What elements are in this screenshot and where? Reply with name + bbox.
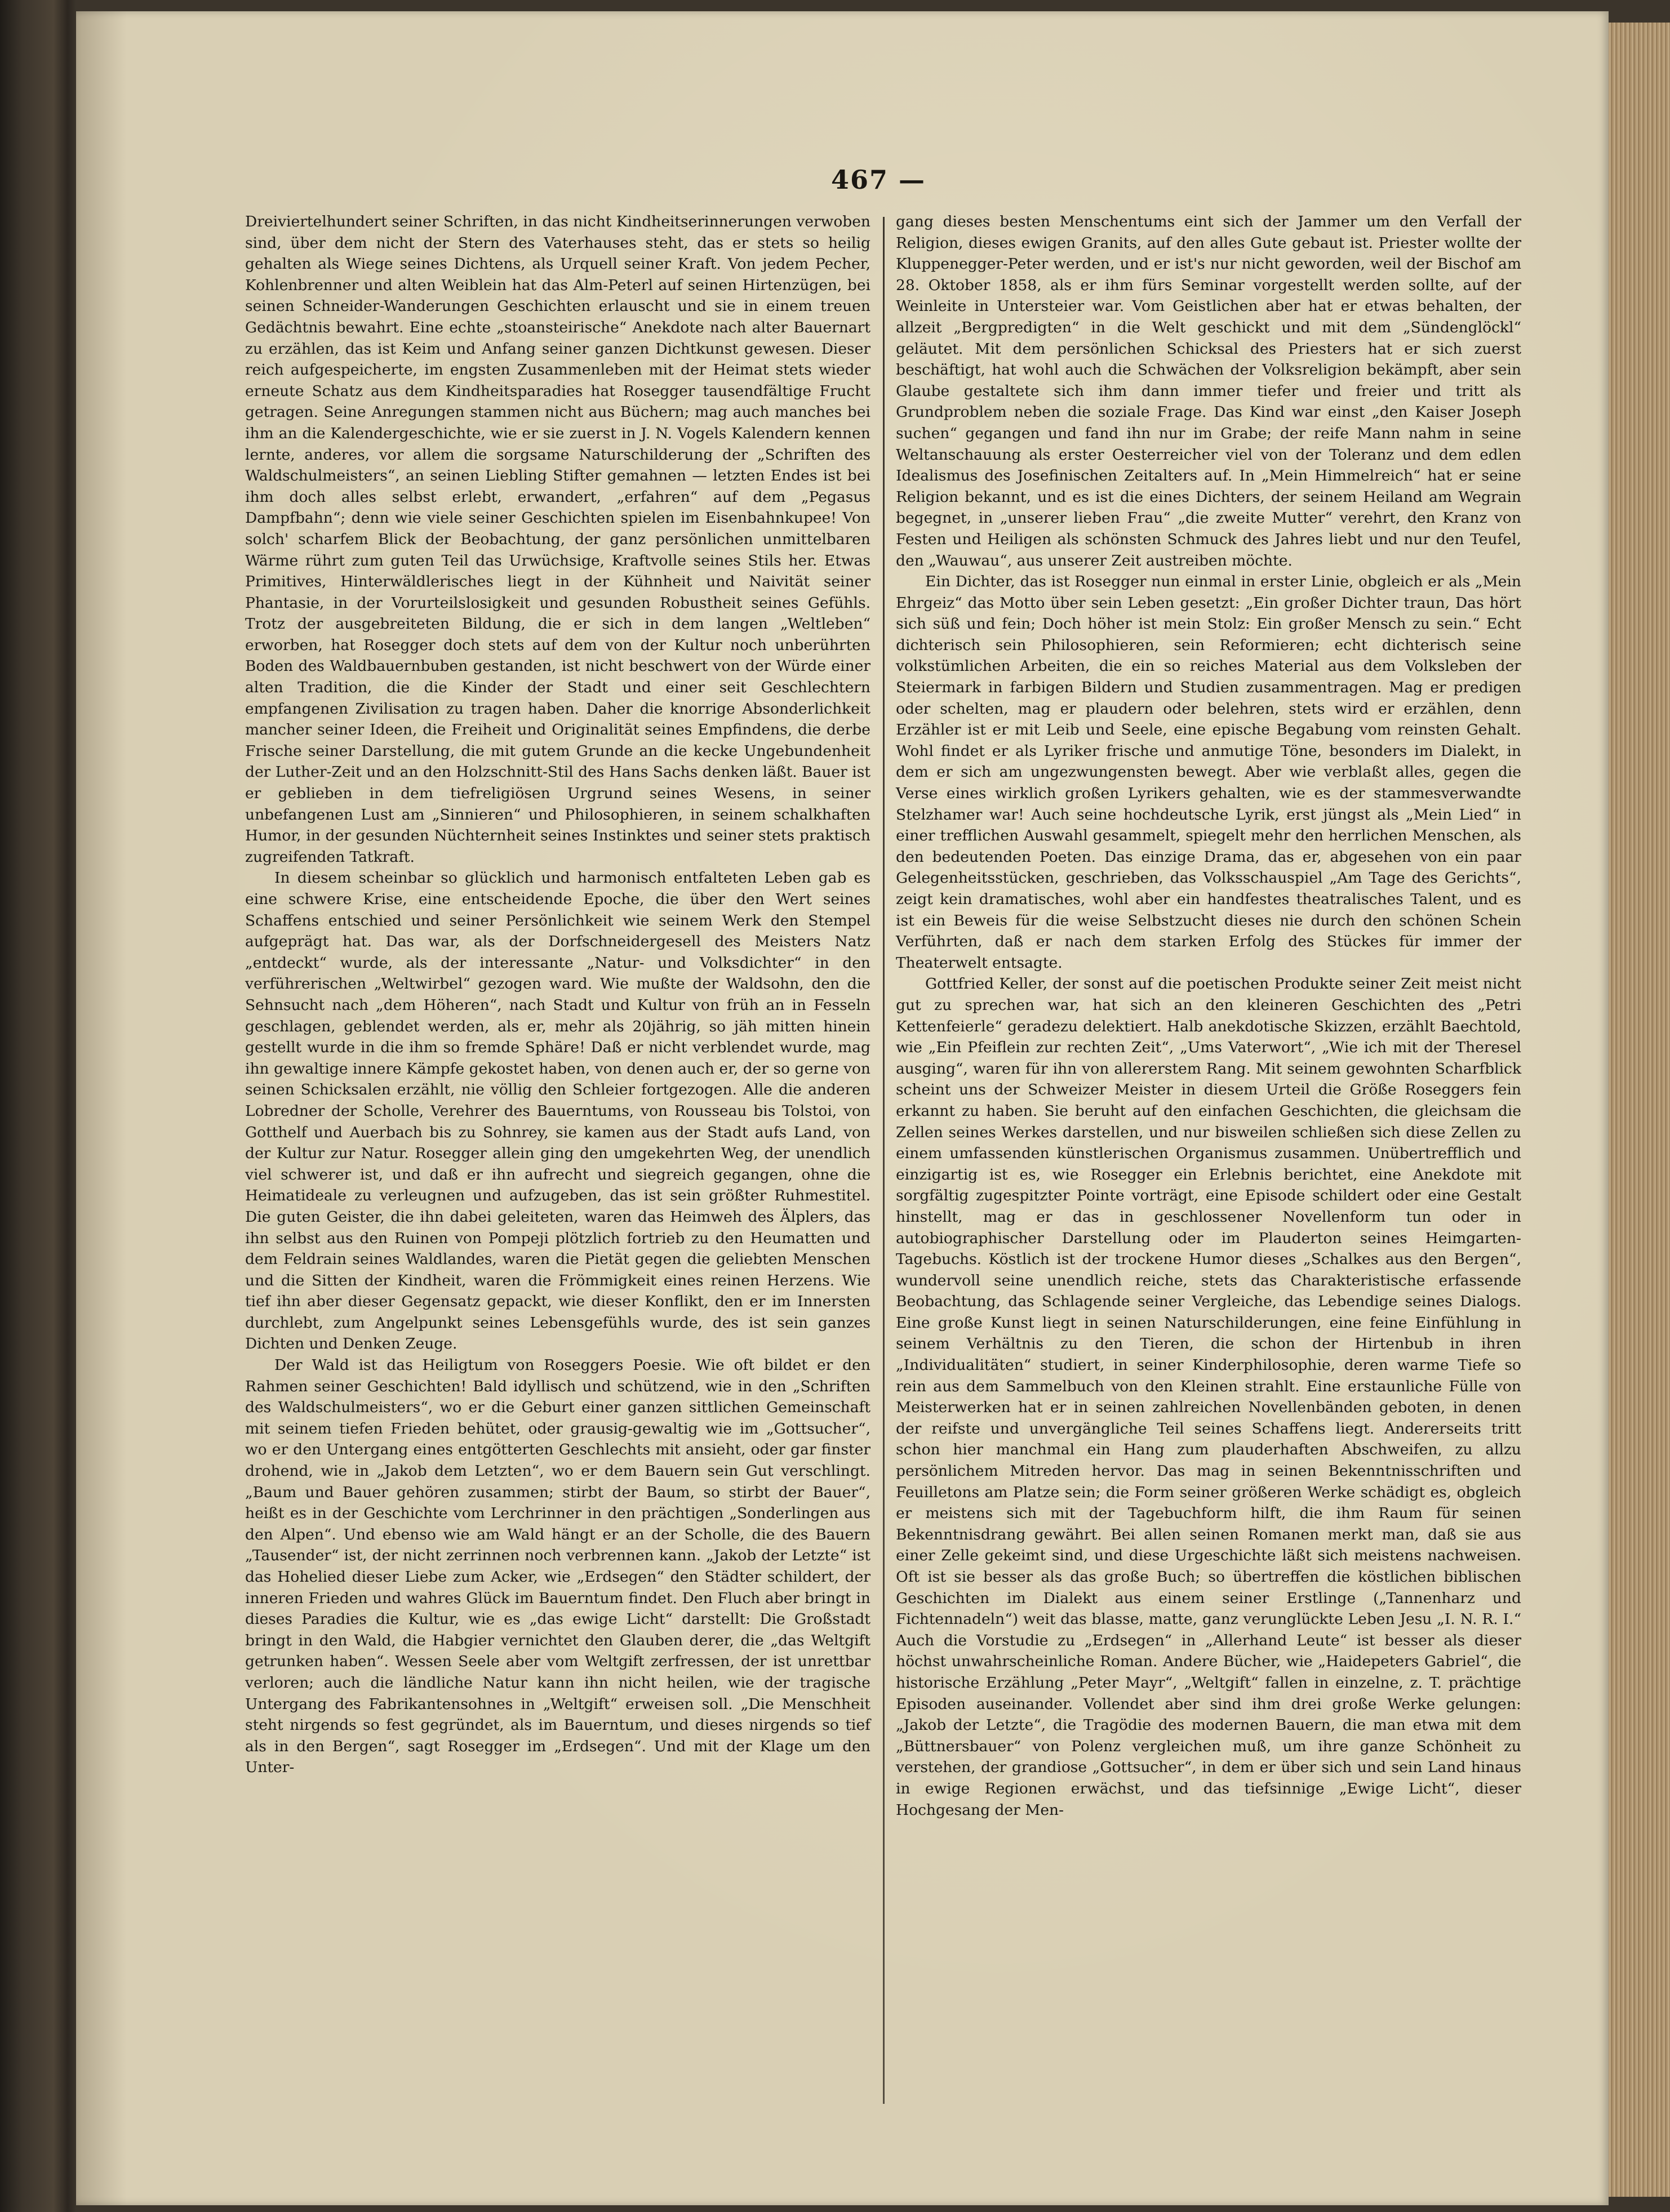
left-column (245, 211, 870, 1778)
page (76, 11, 1609, 2205)
left-paragraph-1: Dreiviertelhundert seiner Schriften, in das nicht Kindheitserinnerungen verwoben sind, über dem nicht der Stern des Vaterhauses steht, das er stets so heilig gehalten als Wiege seines Dichtens, als Urquell seiner Kraft. Von jedem Pecher, Kohlenbrenner und alten Weiblein hat das Alm-Peterl auf seinen Hirtenzügen, bei seinen Schneider-Wanderungen Geschichten erlauscht und sie in einem treuen Gedächtnis bewahrt. Eine echte „stoansteirische“ Anekdote nach alter Bauernart zu erzählen, das ist Keim und Anfang seiner ganzen Dichtkunst gewesen. Dieser reich aufgespeicherte, im engsten Zusammenleben mit der Heimat stets wieder erneute Schatz aus dem Kindheitsparadies hat Rosegger tausendfältige Frucht getragen. Seine Anregungen stammen nicht aus Büchern; mag auch manches bei ihm an die Kalendergeschichte, wie er sie zuerst in J. N. Vogels Kalendern kennen lernte, anderes, vor allem die sorgsame Naturschilderung der „Schriften des Waldschulmeisters“, an seinen Liebling Stifter gemahnen — letzten Endes ist bei ihm doch alles selbst erlebt, erwandert, „erfahren“ auf dem „Pegasus Dampfbahn“; denn wie viele seiner Geschichten spielen im Eisenbahnkupee! Von solch' scharfem Blick der Beobachtung, der ganz persönlichen unmittelbaren Wärme rührt zum guten Teil das Urwüchsige, Kraftvolle seines Stils her. Etwas Primitives, Hinterwäldlerisches liegt in der Kühnheit und Naivität seiner Phantasie, in der Vorurteilslosigkeit und gesunden Robustheit seines Gefühls. Trotz der ausgebreiteten Bildung, die er sich in dem langen „Weltleben“ erworben, hat Rosegger doch stets auf dem von der Kultur noch unberührten Boden des Waldbauernbuben gestanden, ist nicht beschwert von der Würde einer alten Tradition, die die Kinder der Stadt und einer seit Geschlechtern empfangenen Zivilisation zu tragen haben. Daher die knorrige Absonderlichkeit mancher seiner Ideen, die Freiheit und Originalität seines Empfindens, die derbe Frische seiner Darstellung, die mit gutem Grunde an die kecke Ungebundenheit der Luther-Zeit und an den Holzschnitt-Stil des Hans Sachs denken läßt. Bauer ist er geblieben in dem tiefreligiösen Urgrund seines Wesens, in seiner unbefangenen Lust am „Sinnieren“ und Philosophieren, in seinem schalkhaften Humor, in der gesunden Nüchternheit seines Instinktes und seiner stets praktisch zugreifenden Tatkraft. (245, 213, 870, 866)
right-paragraph-1: gang dieses besten Menschentums eint sich der Jammer um den Verfall der Religion, dieses ewigen Granits, auf den alles Gute gebaut ist. Priester wollte der Kluppenegger-Peter werden, und er ist's nur nicht geworden, weil der Bischof am 28. Oktober 1858, als er ihm fürs Seminar vorgestellt werden sollte, auf der Weinleite in Unterstеier war. Vom Geistlichen aber hat er etwas behalten, der allzeit „Bergpredigten“ in die Welt geschickt und mit dem „Sündenglöckl“ geläutet. Mit dem persönlichen Schicksal des Priesters hat er sich zuerst beschäftigt, hat wohl auch die Schwächen der Volksreligion bekämpft, aber sein Glaube gestaltete sich ihm dann immer tiefer und freier und tritt als Grundproblem neben die soziale Frage. Das Kind war einst „den Kaiser Joseph suchen“ gegangen und fand ihn nur im Grabe; der reife Mann nahm in seine Weltanschauung als erster Oesterreicher viel von der Toleranz und dem edlen Idealismus des Josefinischen Zeitalters auf. In „Mein Himmelreich“ hat er seine Religion bekannt, und es ist die eines Dichters, der seinem Heiland am Wegrain begegnet, in „unserer lieben Frau“ „die zweite Mutter“ verehrt, den Kranz von Festen und Heiligen als schönsten Schmuck des Jahres liebt und nur den Teufel, den „Wauwau“, aus unserer Zeit austreiben möchte. (896, 213, 1521, 569)
right-paragraph-3: Gottfried Keller, der sonst auf die poetischen Produkte seiner Zeit meist nicht gut zu sprechen war, hat sich an den kleineren Geschichten des „Petri Kettenfeierle“ geradezu delektiert. Halb anekdotische Skizzen, erzählt Baechtold, wie „Ein Pfeiflein zur rechten Zeit“, „Ums Vaterwort“, „Wie ich mit der Theresel ausging“, waren für ihn von allererstem Rang. Mit seinem gewohnten Scharfblick scheint uns der Schweizer Meister in diesem Urteil die Größe Roseggers fein erkannt zu haben. Sie beruht auf den einfachen Geschichten, die gleichsam die Zellen seines Werkes darstellen, und nur bisweilen schließen sich diese Zellen zu einem umfassenden künstlerischen Organismus zusammen. Unübertrefflich und einzigartig ist es, wie Rosegger ein Erlebnis berichtet, eine Anekdote mit sorgfältig zugespitzter Pointe vorträgt, eine Episode schildert oder eine Gestalt hinstellt, mag er das in geschlossener Novellenform tun oder in autobiographischer Darstellung oder im Plauderton seines Heimgarten-Tagebuchs. Köstlich ist der trockene Humor dieses „Schalkes aus den Bergen“, wundervoll seine unendlich reiche, stets das Charakteristische erfassende Beobachtung, das Schlagende seiner Vergleiche, das Lebendige seines Dialogs. Eine große Kunst liegt in seinen Naturschilderungen, eine feine Einfühlung in seinem Verhältnis zu den Tieren, die schon der Hirtenbub in ihren „Individualitäten“ studiert, in seiner Kinderphilosophie, deren warme Tiefe so rein aus dem Sammelbuch von den Kleinen strahlt. Eine erstaunliche Fülle von Meisterwerken hat er in seinen zahlreichen Novellenbänden geboten, in denen der reifste und unvergängliche Teil seines Schaffens liegt. Andererseits tritt schon hier manchmal ein Hang zum plauderhaften Abschweifen, zu allzu persönlichem Mitreden hervor. Das mag in seinen Bekenntnisschriften und Feuilletons am Platze sein; die Form seiner größeren Werke schädigt es, obgleich er meistens sich mit der Tagebuchform hilft, die ihm Raum für seinen Bekenntnisdrang gewährt. Bei allen seinen Romanen merkt man, daß sie aus einer Zelle gekeimt sind, und diese Urgeschichte läßt sich meistens nachweisen. Oft ist sie besser als das große Buch; so übertreffen die köstlichen biblischen Geschichten im Dialekt aus einem seiner Erstlinge („Tannenharz und Fichtennadeln“) weit das blasse, matte, ganz verunglückte Leben Jesu „I. N. R. I.“ Auch die Vorstudie zu „Erdsegen“ in „Allerhand Leute“ ist besser als dieser höchst unwahrscheinliche Roman. Andere Bücher, wie „Haidepeters Gabriel“, die historische Erzählung „Peter Mayr“, „Weltgift“ fallen in einzelne, z. T. prächtige Episoden auseinander. Vollendet aber sind ihm drei große Werke gelungen: „Jakob der Letzte“, die Tragödie des modernen Bauern, die man etwa mit dem „Büttnersbauer“ von Polenz vergleichen muß, um ihre ganze Schönheit zu verstehen, der grandiose „Gottsucher“, in dem er über sich und sein Land hinaus in ewige Regionen erwächst, und das tiefsinnige „Ewige Licht“, dieser Hochgesang der Men- (896, 975, 1521, 1819)
left-paragraph-3: Der Wald ist das Heiligtum von Roseggers Poesie. Wie oft bildet er den Rahmen seiner Geschichten! Bald idyllisch und schützend, wie in den „Schriften des Waldschulmeisters“, wo er die Geburt einer ganzen sittlichen Gemeinschaft mit seinem tiefen Frieden behütet, oder grausig-gewaltig wie im „Gottsucher“, wo er den Untergang eines entgötterten Geschlechts mit ansieht, oder gar finster drohend, wie in „Jakob dem Letzten“, wo er dem Bauern sein Gut verschlingt. „Baum und Bauer gehören zusammen; stirbt der Baum, so stirbt der Bauer“, heißt es in der Geschichte vom Lerchrinner in den prächtigen „Sonderlingen aus den Alpen“. Und ebenso wie am Wald hängt er an der Scholle, die des Bauern „Tausender“ ist, der nicht zerrinnen noch verbrennen kann. „Jakob der Letzte“ ist das Hohelied dieser Liebe zum Acker, wie „Erdsegen“ den Städter schildert, der inneren Frieden und wahres Glück im Bauerntum findet. Den Fluch aber bringt in dieses Paradies die Kultur, wie es „das ewige Licht“ darstellt: Die Großstadt bringt in den Wald, die Habgier vernichtet den Glauben derer, die „das Weltgift getrunken haben“. Wessen Seele aber vom Weltgift zerfressen, der ist unrettbar verloren; auch die ländliche Natur kann ihn nicht heilen, wie der tragische Untergang des Fabrikantensohnes in „Weltgift“ erweisen soll. „Die Menschheit steht nirgends so fest gegründet, als im Bauerntum, und dieses nirgends so tief als in den Bergen“, sagt Rosegger im „Erdsegen“. Und mit der Klage um den Unter- (245, 1356, 870, 1777)
page-edge-stack (1609, 23, 1670, 2197)
column-divider (883, 217, 885, 2104)
page-number: 467 — (831, 164, 926, 195)
right-paragraph-2: Ein Dichter, das ist Rosegger nun einmal in erster Linie, obgleich er als „Mein Ehrgeiz“ das Motto über sein Leben gesetzt: „Ein großer Dichter traun, Das hört sich süß und fein; Doch höher ist mein Stolz: Ein großer Mensch zu sein.“ Echt dichterisch sein Philosophieren, sein Reformieren; echt dichterisch seine volkstümlichen Arbeiten, die ein so reiches Material aus dem Volksleben der Steiermark in farbigen Bildern und Studien zusammentragen. Mag er predigen oder schelten, mag er plaudern oder belehren, stets wird er erzählen, denn Erzähler ist er mit Leib und Seele, eine epische Begabung vom reinsten Gehalt. Wohl findet er als Lyriker frische und anmutige Töne, besonders im Dialekt, in dem er sich am ungezwungensten bewegt. Aber wie verblaßt alles, gegen die Verse eines wirklich großen Lyrikers gehalten, wie es der stammesverwandte Stelzhamer war! Auch seine hochdeutsche Lyrik, erst jüngst als „Mein Lied“ in einer trefflichen Auswahl gesammelt, spiegelt mehr den herrlichen Menschen, als den bedeutenden Poeten. Das einzige Drama, das er, abgesehen von ein paar Gelegenheitsstücken, geschrieben, das Volksschauspiel „Am Tage des Gerichts“, zeigt kein dramatisches, wohl aber ein handfestes theatralisches Talent, und es ist ein Beweis für die weise Selbstzucht dieses nie durch den schönen Schein Verführten, daß er nach dem starken Erfolg des Stückes für immer der Theaterwelt entsagte. (896, 573, 1521, 972)
left-paragraph-2: In diesem scheinbar so glücklich und harmonisch entfalteten Leben gab es eine schwere Krise, eine entscheidende Epoche, die über den Wert seines Schaffens entschied und seiner Persönlichkeit wie seinem Werk den Stempel aufgeprägt hat. Das war, als der Dorfschneidergesell des Meisters Natz „entdeckt“ wurde, als der interessante „Natur- und Volksdichter“ in den verführerischen „Weltwirbel“ gezogen ward. Wie mußte der Waldsohn, den die Sehnsucht nach „dem Höheren“, nach Stadt und Kultur von früh an in Fesseln geschlagen, geblendet werden, als er, mehr als 20jährig, so jäh mitten hinein gestellt wurde in die ihm so fremde Sphäre! Daß er nicht verblendet wurde, mag ihn gewaltige innere Kämpfe gekostet haben, von denen auch er, der so gerne von seinen Schicksalen erzählt, nie völlig den Schleier fortgezogen. Alle die anderen Lobredner der Scholle, Verehrer des Bauerntums, von Rousseau bis Tolstoi, von Gotthelf und Auerbach bis zu Sohnrey, sie kamen aus der Stadt aufs Land, von der Kultur zur Natur. Rosegger allein ging den umgekehrten Weg, der unendlich viel schwerer ist, und daß er ihn aufrecht und siegreich gegangen, ohne die Heimatideale zu verleugnen und aufzugeben, das ist sein größter Ruhmestitel. Die guten Geister, die ihn dabei geleiteten, waren das Heimweh des Älplers, das ihn selbst aus den Ruinen von Pompeji plötzlich fortrieb zu den Heumatten und dem Feldrain seines Waldlandes, waren die Pietät gegen die geliebten Menschen und die Sitten der Kindheit, waren die Frömmigkeit eines reinen Herzens. Wie tief ihn aber dieser Gegensatz gepackt, wie dieser Konflikt, den er im Innersten durchlebt, zum Angelpunkt seines Lebensgefühls wurde, des ist sein ganzes Dichten und Denken Zeuge. (245, 869, 870, 1353)
right-column (896, 211, 1521, 1821)
